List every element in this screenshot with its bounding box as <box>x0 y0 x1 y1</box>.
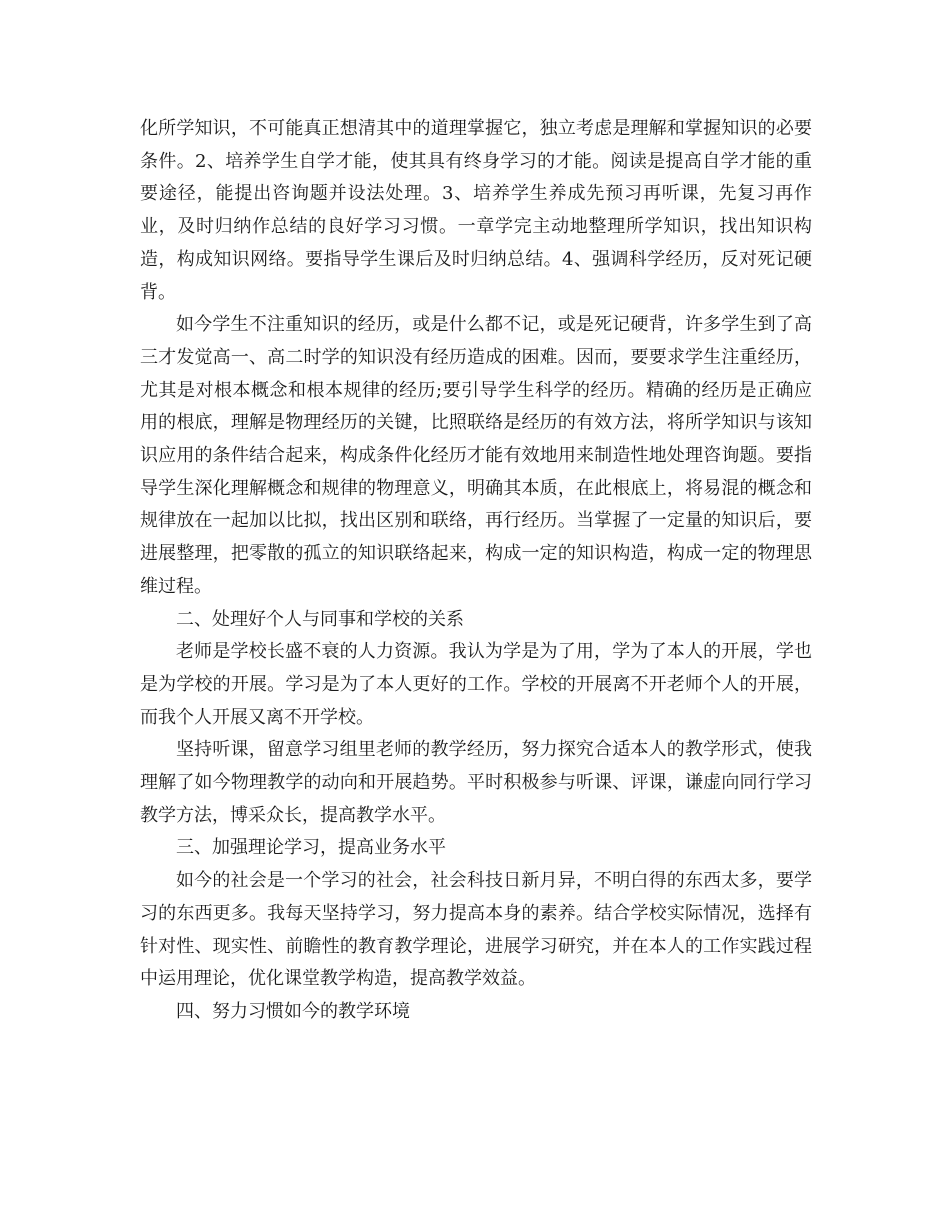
section-heading-three: 三、加强理论学习，提高业务水平 <box>176 837 446 859</box>
paragraph-society: 如今的社会是一个学习的社会，社会科技日新月异，不明白得的东西太多，要学习的东西更多。我每天坚持学习，努力提高本身的素养。结合学校实际情况，选择有针对性、现实性、前瞻性的教育教学理论，进展学习研究，并在本人的工作实践过程中运用理论，优化课堂教学构造，提高教学效益。 <box>140 870 812 990</box>
paragraph-teacher: 老师是学校长盛不衰的人力资源。我认为学是为了用，学为了本人的开展，学也是为学校的开展。学习是为了本人更好的工作。学校的开展离不开老师个人的开展，而我个人开展又离不开学校。 <box>140 641 812 728</box>
paragraph-memory: 如今学生不注重知识的经历，或是什么都不记，或是死记硬背，许多学生到了高三才发觉高一、高二时学的知识没有经历造成的困难。因而，要要求学生注重经历，尤其是对根本概念和根本规律的经历;要引导学生科学的经历。精确的经历是正确应用的根底，理解是物理经历的关键，比照联络是经历的有效方法，将所学知识与该知识应用的条件结合起来，构成条件化经历才能有效地用来制造性地处理咨询题。要指导学生深化理解概念和规律的物理意义，明确其本质，在此根底上，将易混的概念和规律放在一起加以比拟，找出区别和联络，再行经历。当掌握了一定量的知识后，要进展整理，把零散的孤立的知识联络起来，构成一定的知识构造，构成一定的物理思维过程。 <box>140 314 812 597</box>
document-body <box>140 113 812 1029</box>
section-heading-four: 四、努力习惯如今的教学环境 <box>176 1000 410 1022</box>
paragraph-listen: 坚持听课，留意学习组里老师的教学经历，努力探究合适本人的教学形式，使我理解了如今物理教学的动向和开展趋势。平时积极参与听课、评课，谦虚向同行学习教学方法，博采众长，提高教学水平。 <box>140 739 812 826</box>
paragraph-continuation: 化所学知识，不可能真正想清其中的道理掌握它，独立考虑是理解和掌握知识的必要条件。2、培养学生自学才能，使其具有终身学习的才能。阅读是提高自学才能的重要途径，能提出咨询题并设法处理。3、培养学生养成先预习再听课，先复习再作业，及时归纳作总结的良好学习习惯。一章学完主动地整理所学知识，找出知识构造，构成知识网络。要指导学生课后及时归纳总结。4、强调科学经历，反对死记硬背。 <box>140 118 812 303</box>
section-heading-two: 二、处理好个人与同事和学校的关系 <box>176 608 464 630</box>
